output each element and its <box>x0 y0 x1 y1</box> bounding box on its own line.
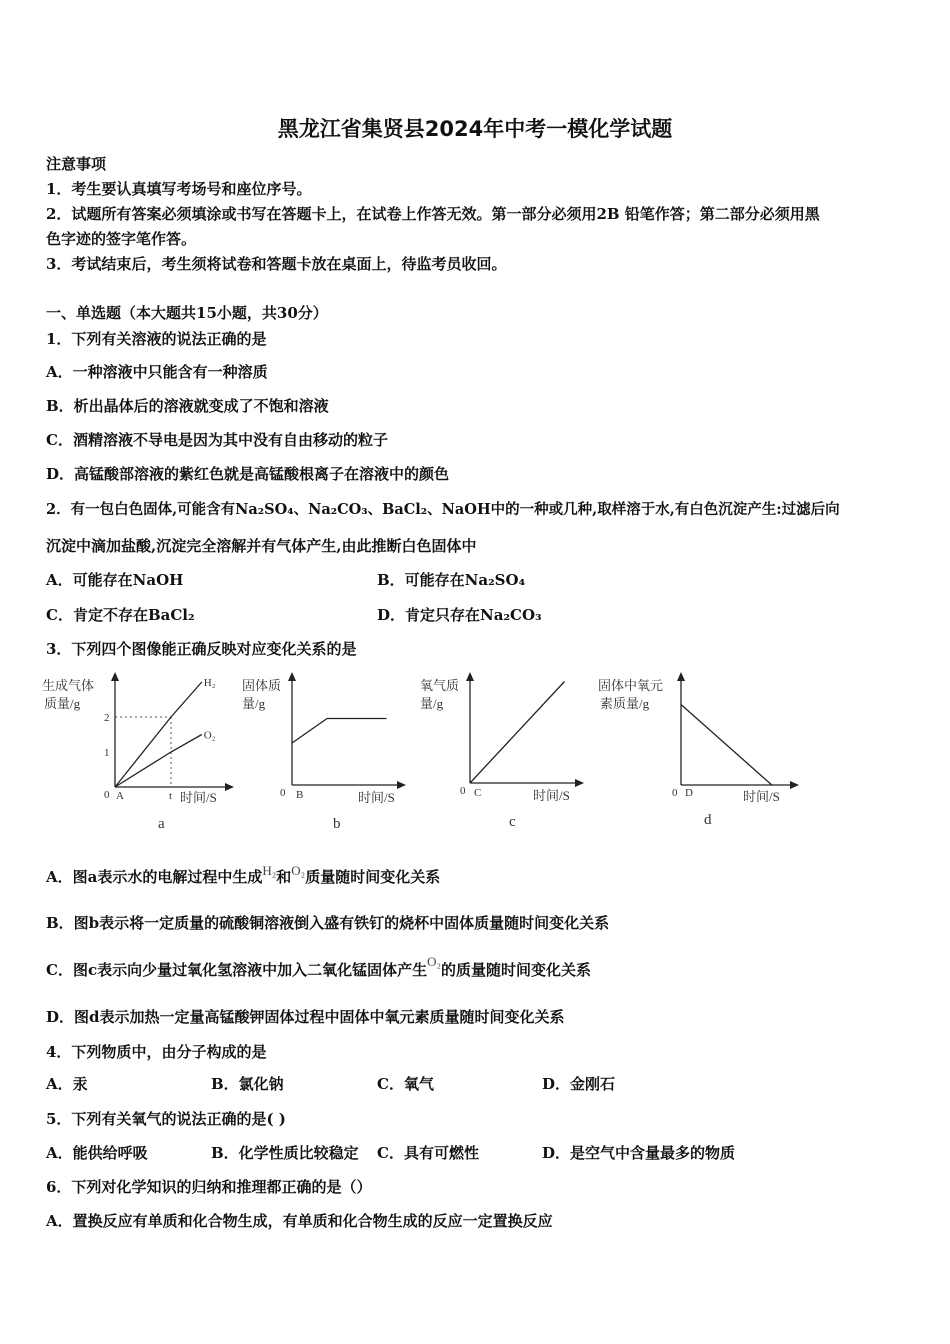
chart-a-series-h2 <box>115 682 202 787</box>
question-6-stem: 6．下列对化学知识的归纳和推理都正确的是（） <box>46 1178 372 1196</box>
question-2-option-d: D．肯定只存在Na₂CO₃ <box>377 606 542 624</box>
chart-a-y-arrow <box>111 672 119 681</box>
question-3-option-a <box>46 863 441 887</box>
chart-c-ylabel-line1: 氧气质 <box>420 678 460 693</box>
chart-b <box>242 672 406 832</box>
chart-d-y-arrow <box>677 672 685 681</box>
question-4-option-b: B．氯化钠 <box>211 1075 284 1093</box>
formula-o2: O₂ <box>291 863 306 878</box>
chart-d-series <box>681 705 772 786</box>
chart-a-x-arrow <box>225 783 234 791</box>
question-3-stem: 3．下列四个图像能正确反映对应变化关系的是 <box>46 640 357 658</box>
chart-b-origin: 0 <box>280 787 286 799</box>
chart-b-caption: b <box>333 816 341 832</box>
question-4-option-c: C．氧气 <box>377 1075 434 1093</box>
section-title: 一、单选题（本大题共15小题，共30分） <box>46 304 328 322</box>
notice-item-1: 1．考生要认真填写考场号和座位序号。 <box>46 180 312 198</box>
chart-c-origin-point: C <box>474 787 482 799</box>
page-title: 黑龙江省集贤县2024年中考一模化学试题 <box>277 117 673 141</box>
chart-d-xlabel: 时间/S <box>743 789 780 804</box>
question-5-option-d: D．是空气中含量最多的物质 <box>542 1144 736 1162</box>
chart-c-origin: 0 <box>460 785 466 797</box>
chart-d-ylabel-line1: 固体中氧元 <box>598 678 664 693</box>
question-4-option-d: D．金刚石 <box>542 1075 616 1093</box>
question-1-option-b: B．析出晶体后的溶液就变成了不饱和溶液 <box>46 397 329 415</box>
chart-a-origin: 0 <box>104 789 110 801</box>
chart-c-xlabel: 时间/S <box>533 788 570 803</box>
chart-a-label-o2: O₂ <box>203 729 216 742</box>
question-3-option-a-mid: 和 <box>276 868 292 886</box>
question-2-option-a: A．可能存在NaOH <box>46 571 184 589</box>
chart-b-y-arrow <box>288 672 296 681</box>
question-2-option-c: C．肯定不存在BaCl₂ <box>46 606 195 624</box>
question-6-option-a: A．置换反应有单质和化合物生成，有单质和化合物生成的反应一定置换反应 <box>46 1212 553 1230</box>
chart-d-ylabel-line2: 素质量/g <box>600 696 650 711</box>
question-4-stem: 4．下列物质中，由分子构成的是 <box>46 1043 267 1061</box>
chart-c-x-arrow <box>575 779 584 787</box>
chart-d-origin-point: D <box>685 787 693 799</box>
question-1-option-c: C．酒精溶液不导电是因为其中没有自由移动的粒子 <box>46 431 388 449</box>
formula-o2: O₂ <box>427 954 441 969</box>
question-5-option-b: B．化学性质比较稳定 <box>211 1144 359 1162</box>
question-3-option-b: B．图b表示将一定质量的硫酸铜溶液倒入盛有铁钉的烧杯中固体质量随时间变化关系 <box>46 914 610 932</box>
question-3-option-c-prefix: C．图c表示向少量过氧化氢溶液中加入二氧化锰固体产生 <box>46 961 428 979</box>
notice-item-2-cont: 色字迹的签字笔作答。 <box>46 230 197 248</box>
chart-a-ylabel-line2: 质量/g <box>44 696 81 711</box>
chart-a-origin-point: A <box>116 790 124 802</box>
chart-b-ylabel-line1: 固体质 <box>242 678 282 693</box>
chart-c <box>420 672 584 830</box>
question-5-option-c: C．具有可燃性 <box>377 1144 479 1162</box>
question-1-stem: 1．下列有关溶液的说法正确的是 <box>46 330 267 348</box>
question-4-option-a: A．汞 <box>46 1075 88 1093</box>
question-5-option-a: A．能供给呼吸 <box>46 1144 148 1162</box>
chart-a-ytick-1: 1 <box>104 747 110 759</box>
chart-d <box>598 672 799 828</box>
question-3-option-a-suffix: 质量随时间变化关系 <box>305 868 441 886</box>
notice-item-3: 3．考试结束后，考生须将试卷和答题卡放在桌面上，待监考员收回。 <box>46 255 507 273</box>
chart-d-caption: d <box>704 812 712 828</box>
chart-d-origin: 0 <box>672 787 678 799</box>
chart-c-series <box>470 682 565 784</box>
chart-c-ylabel-line2: 量/g <box>420 696 444 711</box>
chart-a-xtick-t: t <box>169 790 173 802</box>
question-3-option-a-prefix: A．图a表示水的电解过程中生成 <box>46 868 263 886</box>
chart-a-caption: a <box>158 816 165 832</box>
chart-b-x-arrow <box>397 781 406 789</box>
chart-a <box>42 672 234 832</box>
chart-b-series <box>292 719 387 744</box>
question-3-option-c-suffix: 的质量随时间变化关系 <box>441 961 592 979</box>
chart-c-y-arrow <box>466 672 474 681</box>
question-3-option-d: D．图d表示加热一定量高锰酸钾固体过程中固体中氧元素质量随时间变化关系 <box>46 1008 565 1026</box>
question-3-figure <box>40 668 840 838</box>
chart-a-ylabel-line1: 生成气体 <box>42 678 95 693</box>
chart-d-x-arrow <box>790 781 799 789</box>
chart-a-series-o2 <box>115 735 202 788</box>
question-5-stem: 5．下列有关氧气的说法正确的是( ) <box>46 1110 286 1128</box>
notice-item-2: 2．试题所有答案必须填涂或书写在答题卡上，在试卷上作答无效。第一部分必须用2B 铅笔作答；第二部分必须用黑 <box>46 205 820 223</box>
question-3-option-c <box>46 954 592 980</box>
chart-b-xlabel: 时间/S <box>358 790 395 805</box>
formula-h2: H₂ <box>262 863 277 878</box>
question-2-stem-line2: 沉淀中滴加盐酸,沉淀完全溶解并有气体产生,由此推断白色固体中 <box>46 537 477 555</box>
chart-b-ylabel-line2: 量/g <box>242 696 266 711</box>
question-1-option-a: A．一种溶液中只能含有一种溶质 <box>46 363 268 381</box>
notice-heading: 注意事项 <box>46 155 107 173</box>
question-2-stem-line1: 2．有一包白色固体,可能含有Na₂SO₄、Na₂CO₃、BaCl₂、NaOH中的一种或几种,取样溶于水,有白色沉淀产生:过滤后向 <box>46 501 840 518</box>
chart-b-origin-point: B <box>296 789 304 801</box>
question-2-option-b: B．可能存在Na₂SO₄ <box>377 571 526 589</box>
chart-a-label-h2: H₂ <box>203 677 216 689</box>
chart-a-ytick-2: 2 <box>104 712 110 724</box>
chart-a-xlabel: 时间/S <box>180 790 217 805</box>
question-1-option-d: D．高锰酸部溶液的紫红色就是高锰酸根离子在溶液中的颜色 <box>46 465 450 483</box>
chart-c-caption: c <box>509 814 516 830</box>
